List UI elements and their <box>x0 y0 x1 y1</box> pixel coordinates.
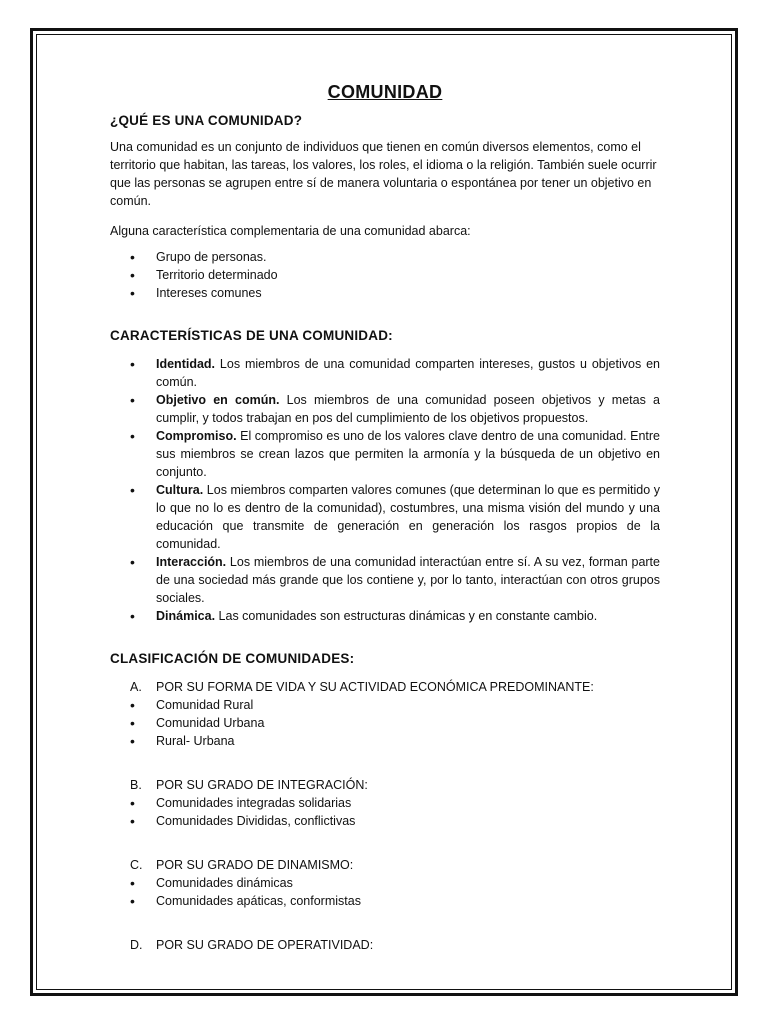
list-item: • Rural- Urbana <box>110 732 660 750</box>
section-heading-characteristics: CARACTERÍSTICAS DE UNA COMUNIDAD: <box>110 328 393 343</box>
term-label: Dinámica. <box>156 609 216 623</box>
list-item: • Grupo de personas. <box>110 248 660 266</box>
list-item: • Comunidades Divididas, conflictivas <box>110 812 660 830</box>
term-label: Identidad. <box>156 357 216 371</box>
term-description: Los miembros de una comunidad interactúan entre sí. A su vez, forman parte de una sociedad más grande que los contiene y, por lo tanto, interactúan con otros grupos sociales. <box>156 555 660 605</box>
term-label: Objetivo en común. <box>156 393 280 407</box>
term-label: Cultura. <box>156 483 204 497</box>
term-description: Los miembros comparten valores comunes (que determinan lo que es permitido y lo que no lo es dentro de la comunidad), costumbres, una misma visión del mundo y una educación que transmite de generación en generación los rasgos propios de la comunidad. <box>156 483 660 551</box>
group-label: POR SU GRADO DE INTEGRACIÓN: <box>156 778 368 792</box>
group-letter: D. <box>130 938 143 952</box>
list-item <box>110 481 660 553</box>
section-heading-what-is: ¿QUÉ ES UNA COMUNIDAD? <box>110 113 303 128</box>
list-item: • Comunidad Urbana <box>110 714 660 732</box>
definition-paragraph: Una comunidad es un conjunto de individuos que tienen en común diversos elementos, como el territorio que habitan, las tareas, los valores, los roles, el idioma o la religión. También suele ocurrir que las personas se agrupen entre sí de manera voluntaria o espontánea por tener un objetivo en común. <box>110 140 657 208</box>
classification-group-c <box>110 856 660 874</box>
group-label: POR SU GRADO DE DINAMISMO: <box>156 858 354 872</box>
term-description: El compromiso es uno de los valores clave dentro de una comunidad. Entre sus miembros se crean lazos que permiten la armonía y la búsqueda de un objetivo en conjunto. <box>156 429 660 479</box>
group-a-list <box>110 696 660 750</box>
group-letter: B. <box>130 778 142 792</box>
term-description: Los miembros de una comunidad poseen objetivos y metas a cumplir, y todos trabajan en pos del cumplimiento de los objetivos propuestos. <box>156 393 660 425</box>
list-item <box>110 355 660 391</box>
intro-paragraph: Alguna característica complementaria de una comunidad abarca: <box>110 224 471 238</box>
characteristics-list <box>110 355 660 625</box>
section-heading-classification: CLASIFICACIÓN DE COMUNIDADES: <box>110 651 355 666</box>
group-label: POR SU GRADO DE OPERATIVIDAD: <box>156 938 374 952</box>
term-description: Las comunidades son estructuras dinámicas y en constante cambio. <box>215 609 598 623</box>
list-item: • Comunidad Rural <box>110 696 660 714</box>
list-item <box>110 427 660 481</box>
term-description: Los miembros de una comunidad comparten intereses, gustos u objetivos en común. <box>156 357 660 389</box>
document-body <box>110 82 660 954</box>
features-list <box>110 248 660 302</box>
group-letter: A. <box>130 680 142 694</box>
list-item: • Territorio determinado <box>110 266 660 284</box>
group-letter: C. <box>130 858 143 872</box>
list-item: • Intereses comunes <box>110 284 660 302</box>
classification-group-b <box>110 776 660 794</box>
classification-group-a <box>110 678 660 696</box>
list-item: • Comunidades dinámicas <box>110 874 660 892</box>
list-item: • Comunidades integradas solidarias <box>110 794 660 812</box>
term-label: Interacción. <box>156 555 227 569</box>
list-item: • Comunidades apáticas, conformistas <box>110 892 660 910</box>
group-label: POR SU FORMA DE VIDA Y SU ACTIVIDAD ECONÓMICA PREDOMINANTE: <box>156 680 594 694</box>
list-item <box>110 553 660 607</box>
group-b-list <box>110 794 660 830</box>
group-c-list <box>110 874 660 910</box>
list-item <box>110 607 660 625</box>
classification-group-d <box>110 936 660 954</box>
term-label: Compromiso. <box>156 429 237 443</box>
page-title: COMUNIDAD <box>327 82 443 102</box>
list-item <box>110 391 660 427</box>
